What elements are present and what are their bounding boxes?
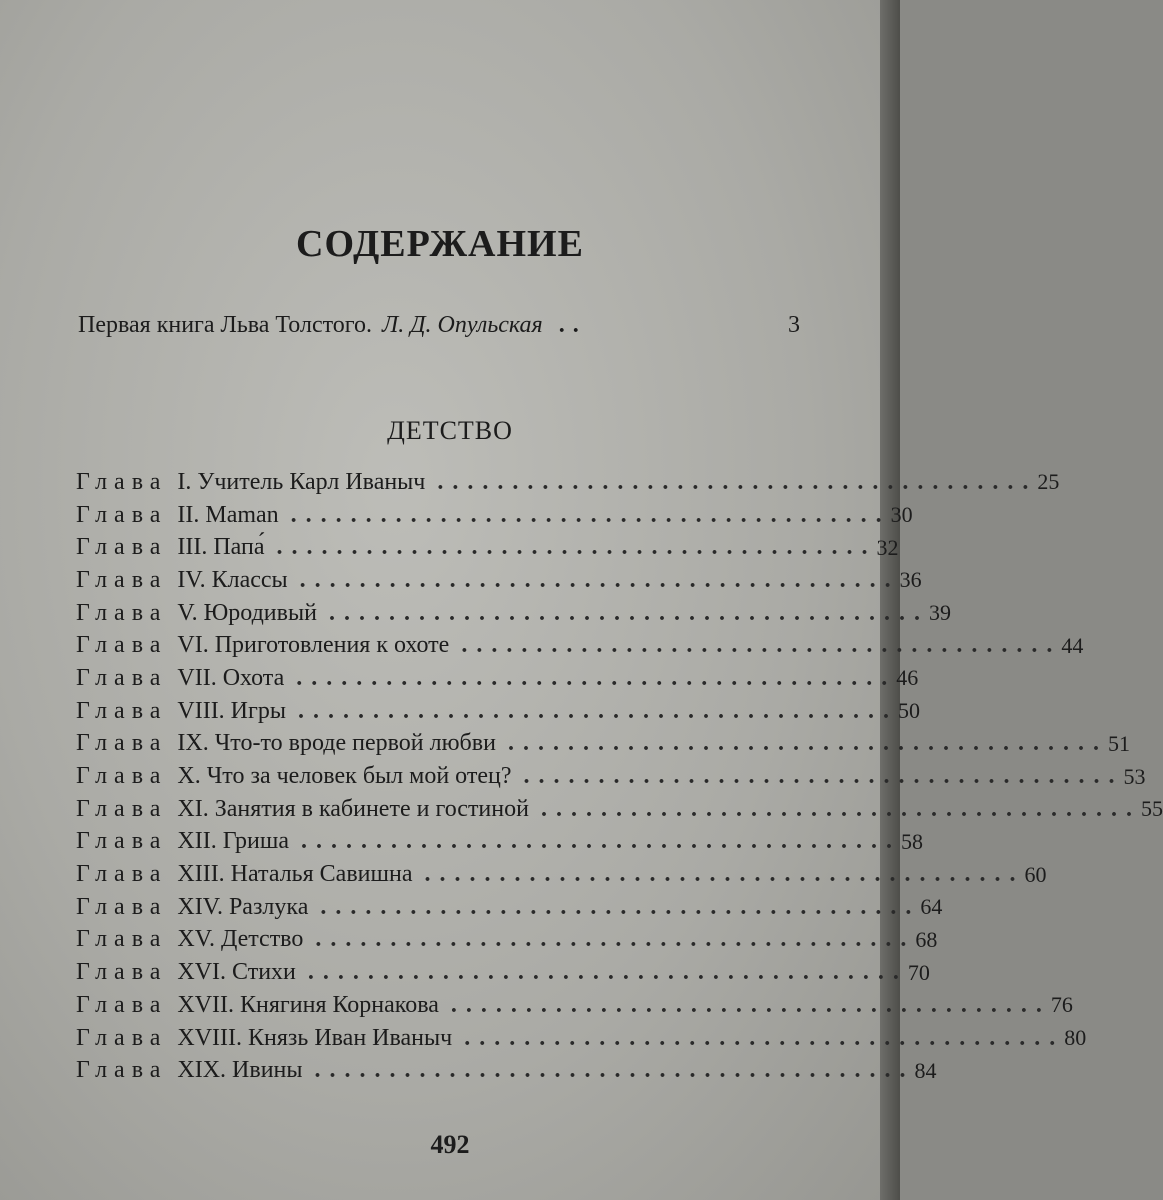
chapter-label: Глава: [76, 893, 168, 920]
leader-dots: ........................................: [523, 763, 1124, 790]
chapter-title: III. Папа́: [177, 534, 265, 561]
intro-entry: [78, 312, 800, 339]
toc-row: [76, 989, 1073, 1022]
toc-row: [76, 597, 951, 630]
chapter-title: VII. Охота: [177, 664, 285, 691]
chapter-page: 70: [907, 959, 930, 985]
chapter-label: Глава: [76, 599, 168, 626]
toc-row: [76, 1054, 937, 1087]
chapter-label: Глава: [76, 1057, 168, 1084]
page-number: 492: [430, 1130, 470, 1159]
chapter-page: 53: [1123, 763, 1146, 789]
leader-dots: ........................................: [301, 828, 902, 855]
chapter-page: 68: [915, 926, 938, 952]
chapter-title: II. Maman: [177, 501, 279, 528]
chapter-page: 84: [914, 1057, 937, 1083]
leader-dots: ........................................: [314, 1057, 915, 1084]
chapter-title: XV. Детство: [177, 926, 304, 953]
chapter-title: I. Учитель Карл Иваныч: [177, 468, 426, 495]
chapter-title: IV. Классы: [177, 566, 288, 593]
chapter-label: Глава: [76, 763, 168, 790]
toc-row: [76, 956, 930, 989]
chapter-label: Глава: [76, 468, 168, 495]
chapter-label: Глава: [76, 697, 168, 724]
chapter-title: XIV. Разлука: [177, 893, 309, 920]
toc-row: [76, 531, 899, 564]
chapter-list: [76, 466, 1163, 1087]
toc-row: [76, 891, 943, 924]
leader-dots: ........................................: [297, 697, 898, 724]
chapter-title: V. Юродивый: [177, 599, 317, 626]
toc-row: [76, 826, 924, 859]
toc-row: [76, 924, 938, 957]
toc-row: [76, 1022, 1087, 1055]
chapter-label: Глава: [76, 730, 168, 757]
chapter-label: Глава: [76, 632, 168, 659]
chapter-page: 58: [901, 828, 924, 854]
contents-heading: СОДЕРЖАНИЕ: [296, 223, 584, 265]
intro-author: Л. Д. Опульская: [382, 312, 543, 338]
chapter-label: Глава: [76, 926, 168, 953]
chapter-title: XIII. Наталья Савишна: [177, 861, 413, 888]
chapter-page: 60: [1024, 861, 1047, 887]
chapter-page: 51: [1107, 730, 1130, 756]
chapter-title: X. Что за человек был мой отец?: [177, 763, 512, 790]
chapter-label: Глава: [76, 991, 168, 1018]
chapter-label: Глава: [76, 566, 168, 593]
chapter-title: VI. Приготовления к охоте: [177, 632, 450, 659]
chapter-page: 25: [1037, 469, 1060, 495]
leader-dots: ........................................: [307, 959, 908, 986]
chapter-page: 76: [1050, 992, 1073, 1018]
chapter-label: Глава: [76, 959, 168, 986]
chapter-title: XVIII. Князь Иван Иваныч: [177, 1024, 453, 1051]
toc-row: [76, 793, 1163, 826]
chapter-page: 30: [890, 502, 913, 528]
chapter-label: Глава: [76, 534, 168, 561]
leader-dots: ........................................: [461, 632, 1062, 659]
leader-dots: ........................................: [507, 730, 1108, 757]
chapter-label: Глава: [76, 664, 168, 691]
chapter-page: 36: [899, 567, 922, 593]
chapter-page: 55: [1140, 796, 1163, 822]
leader-dots: ........................................: [437, 468, 1038, 495]
toc-row: [76, 629, 1084, 662]
chapter-page: 64: [920, 894, 943, 920]
chapter-page: 80: [1064, 1025, 1087, 1051]
leader-dots: ........................................: [276, 534, 877, 561]
chapter-title: XII. Гриша: [177, 828, 290, 855]
chapter-page: 32: [876, 534, 899, 560]
leader-dots: ........................................: [424, 861, 1025, 888]
leader-dots: ........................................: [290, 501, 891, 528]
leader-dots: ........................................: [315, 926, 916, 953]
toc-row: [76, 695, 920, 728]
chapter-title: XIX. Ивины: [177, 1057, 303, 1084]
leader-dots: ..: [558, 312, 587, 338]
leader-dots: ........................................: [464, 1024, 1065, 1051]
toc-row: [76, 760, 1146, 793]
toc-row: [76, 564, 922, 597]
leader-dots: ........................................: [296, 664, 897, 691]
leader-dots: ........................................: [299, 566, 900, 593]
chapter-title: XVI. Стихи: [177, 959, 296, 986]
chapter-page: 50: [897, 698, 920, 724]
chapter-label: Глава: [76, 1024, 168, 1051]
toc-row: [76, 466, 1060, 499]
intro-page: 3: [788, 312, 800, 338]
chapter-title: XI. Занятия в кабинете и гостиной: [177, 795, 529, 822]
chapter-label: Глава: [76, 501, 168, 528]
chapter-title: VIII. Игры: [177, 697, 286, 724]
leader-dots: ........................................: [540, 795, 1141, 822]
chapter-label: Глава: [76, 795, 168, 822]
toc-row: [76, 662, 919, 695]
section-heading: ДЕТСТВО: [387, 416, 513, 445]
intro-title: Первая книга Льва Толстого.: [78, 312, 373, 338]
chapter-label: Глава: [76, 861, 168, 888]
toc-row: [76, 858, 1047, 891]
leader-dots: ........................................: [450, 991, 1051, 1018]
chapter-title: XVII. Княгиня Корнакова: [177, 991, 439, 1018]
chapter-page: 44: [1061, 632, 1084, 658]
leader-dots: ........................................: [320, 893, 921, 920]
leader-dots: ........................................: [328, 599, 929, 626]
chapter-title: IX. Что-то вроде первой любви: [177, 730, 496, 757]
chapter-page: 39: [928, 600, 951, 626]
chapter-label: Глава: [76, 828, 168, 855]
toc-row: [76, 728, 1130, 761]
toc-row: [76, 499, 913, 532]
chapter-page: 46: [896, 665, 919, 691]
